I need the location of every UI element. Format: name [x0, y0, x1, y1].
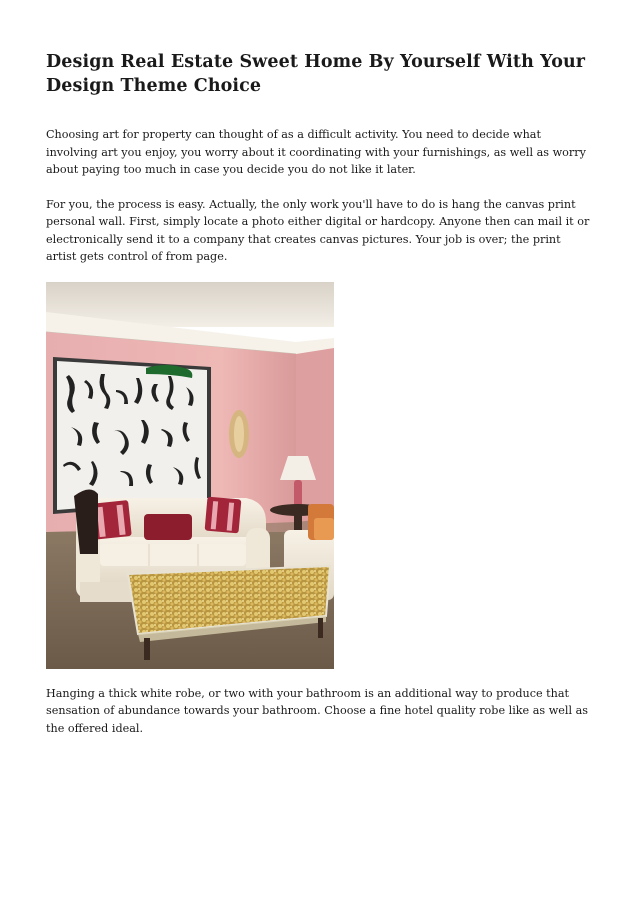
paragraph-1: Choosing art for property can thought of as a difficult activity. You need to decide what involving art you enjoy, you worry about it coordinating with your furnishings, as well as worry about paying too much in case you decide you do not like it later. [46, 128, 586, 176]
living-room-photo [46, 282, 334, 669]
abstract-painting [53, 357, 211, 514]
document-page [46, 50, 594, 737]
paragraph-2: For you, the process is easy. Actually, the only work you'll have to do is hang the canvas print personal wall. First, simply locate a photo either digital or hardcopy. Anyone then can mail it or electronically send it to a company that creates canvas pictures. Your job is over; the print artist gets control of from page. [46, 197, 590, 263]
document-title: Design Real Estate Sweet Home By Yourself With Your Design Theme Choice [46, 52, 586, 96]
paragraph-3: Hanging a thick white robe, or two with your bathroom is an additional way to produce that sensation of abundance towards your bathroom. Choose a fine hotel quality robe like as well as the offered ideal. [46, 686, 589, 735]
